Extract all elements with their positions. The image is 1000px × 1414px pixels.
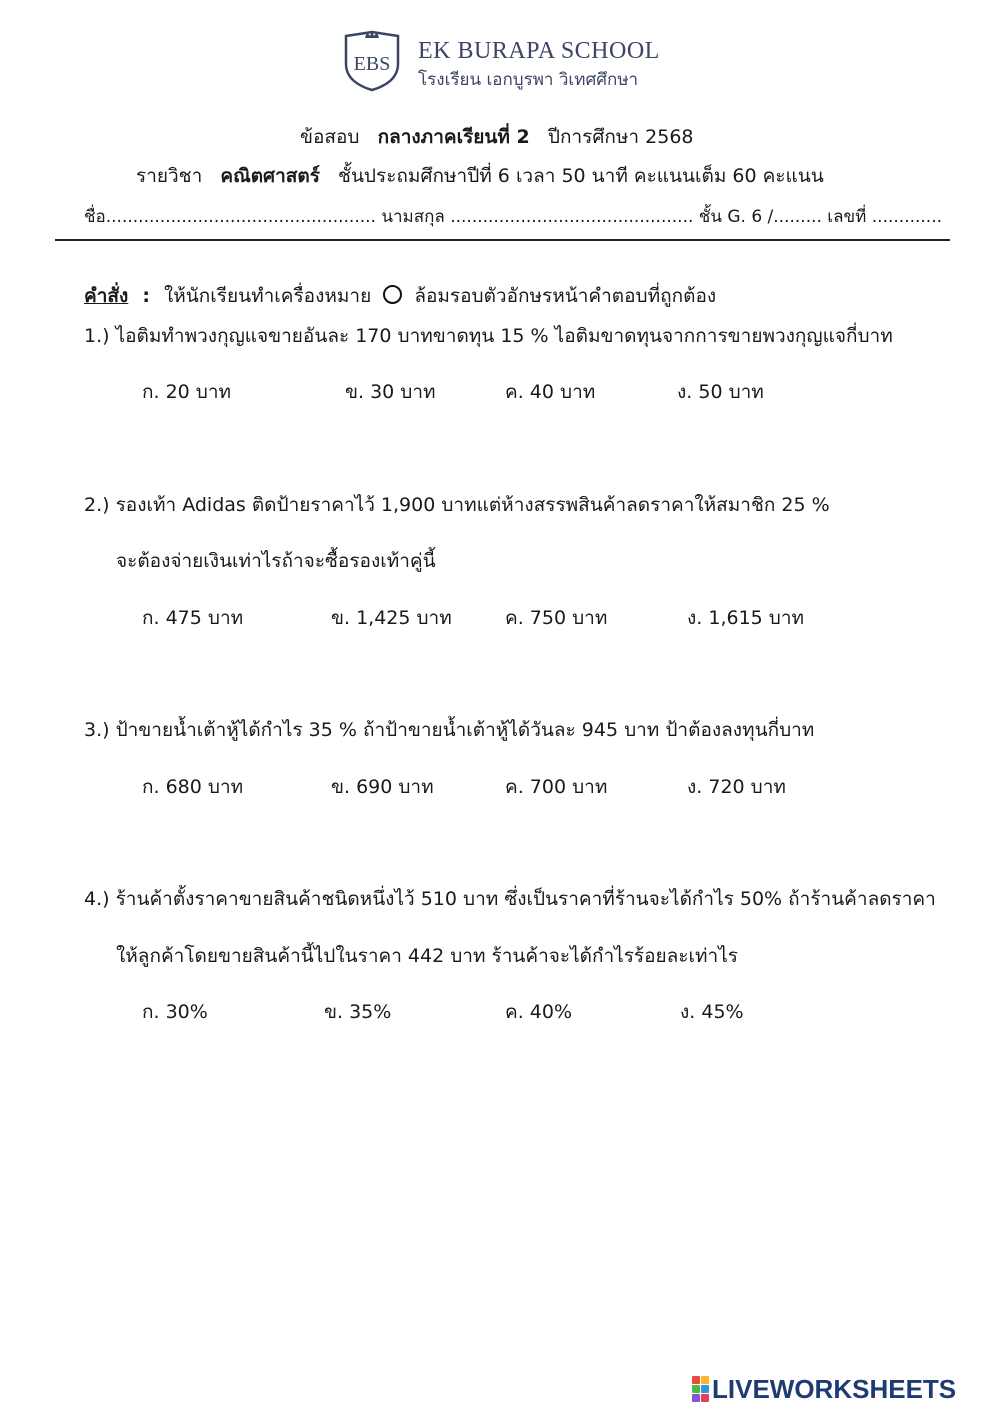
school-crest-icon (340, 28, 404, 92)
school-name-th: โรงเรียน เอกบูรพา วิเทศศึกษา (418, 70, 639, 90)
q1-option-a[interactable]: ก. 20 บาท (142, 381, 232, 403)
q2-option-d[interactable]: ง. 1,615 บาท (687, 607, 805, 629)
q1-option-d[interactable]: ง. 50 บาท (677, 381, 764, 403)
q3-option-b[interactable]: ข. 690 บาท (331, 776, 434, 798)
school-name-en: EK BURAPA SCHOOL (418, 38, 660, 64)
question-3-text: 3.) ป้าขายน้ำเต้าหู้ได้กำไร 35 % ถ้าป้าขายน้ำเต้าหู้ได้วันละ 945 บาท ป้าต้องลงทุนกี่บาท (84, 719, 815, 741)
school-logo (340, 28, 660, 92)
q2-option-b[interactable]: ข. 1,425 บาท (331, 607, 452, 629)
logo-letters: EBS (353, 53, 391, 75)
liveworksheets-watermark (692, 1374, 956, 1404)
q3-option-a[interactable]: ก. 680 บาท (142, 776, 244, 798)
question-4-text: 4.) ร้านค้าตั้งราคาขายสินค้าชนิดหนึ่งไว้ 510 บาท ซึ่งเป็นราคาที่ร้านจะได้กำไร 50% ถ้าร้านค้าลดราคา (84, 888, 936, 910)
subject-line: รายวิชา คณิตศาสตร์ ชั้นประถมศึกษาปีที่ 6 เวลา 50 นาที คะแนนเต็ม 60 คะแนน (136, 165, 824, 187)
q1-option-b[interactable]: ข. 30 บาท (345, 381, 436, 403)
student-info-line: ชื่อ.................................................. นามสกุล ............................................. ชั้น G. 6 /......... เลขที่ ............. (84, 207, 943, 227)
q3-option-d[interactable]: ง. 720 บาท (687, 776, 786, 798)
question-1-text: 1.) ไอติมทำพวงกุญแจขายอันละ 170 บาทขาดทุน 15 % ไอติมขาดทุนจากการขายพวงกุญแจกี่บาท (84, 325, 893, 347)
q3-option-c[interactable]: ค. 700 บาท (505, 776, 608, 798)
q4-option-b[interactable]: ข. 35% (324, 1001, 392, 1023)
circle-icon (383, 285, 402, 304)
q4-option-c[interactable]: ค. 40% (505, 1001, 573, 1023)
q4-option-d[interactable]: ง. 45% (680, 1001, 744, 1023)
q1-option-c[interactable]: ค. 40 บาท (505, 381, 596, 403)
instruction: คำสั่ง : ให้นักเรียนทำเครื่องหมาย ล้อมรอบตัวอักษรหน้าคำตอบที่ถูกต้อง (84, 285, 717, 307)
q2-option-a[interactable]: ก. 475 บาท (142, 607, 244, 629)
q4-option-a[interactable]: ก. 30% (142, 1001, 208, 1023)
question-2-text: 2.) รองเท้า Adidas ติดป้ายราคาไว้ 1,900 บาทแต่ห้างสรรพสินค้าลดราคาให้สมาชิก 25 % (84, 494, 830, 516)
header-divider (55, 239, 950, 241)
question-2-text-cont: จะต้องจ่ายเงินเท่าไรถ้าจะซื้อรองเท้าคู่นี้ (116, 550, 436, 572)
instruction-label: คำสั่ง (84, 285, 129, 307)
q2-option-c[interactable]: ค. 750 บาท (505, 607, 608, 629)
liveworksheets-logo-icon (692, 1376, 709, 1402)
exam-title-line: ข้อสอบ กลางภาคเรียนที่ 2 ปีการศึกษา 2568 (300, 126, 694, 148)
question-4-text-cont: ให้ลูกค้าโดยขายสินค้านี้ไปในราคา 442 บาท ร้านค้าจะได้กำไรร้อยละเท่าไร (116, 945, 738, 967)
watermark-text: LIVEWORKSHEETS (712, 1373, 957, 1404)
